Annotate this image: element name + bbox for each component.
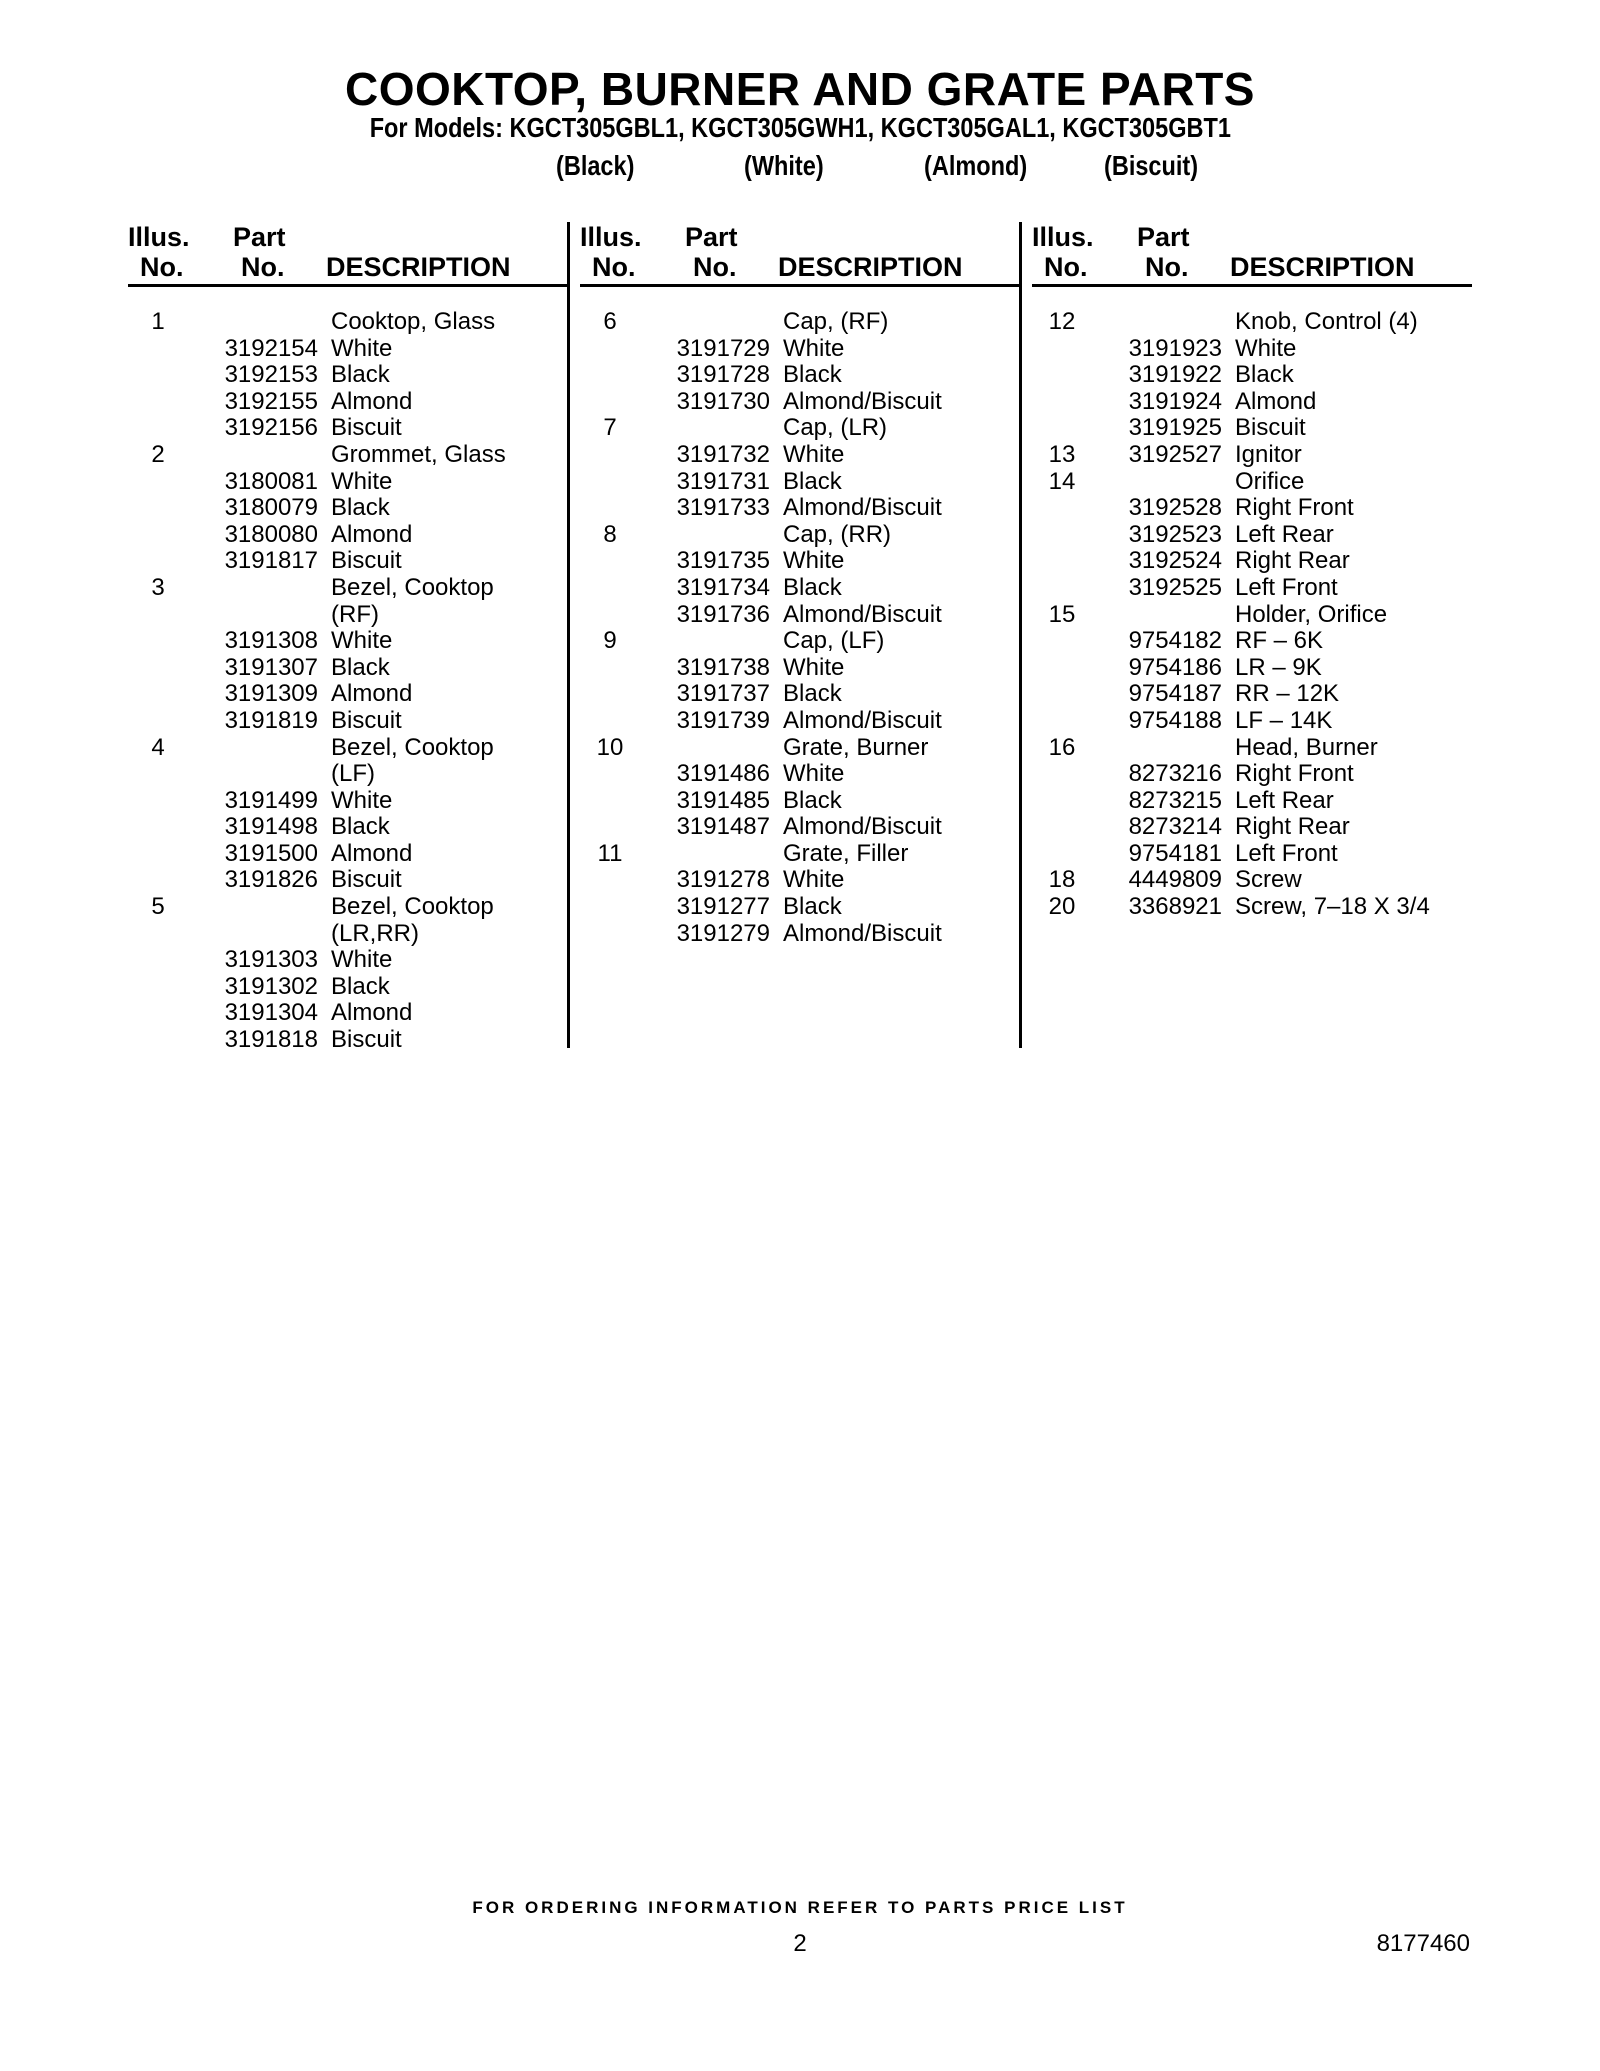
part-row <box>580 469 1020 496</box>
part-description: Black <box>783 361 842 389</box>
part-row <box>580 921 1020 948</box>
part-description: Black <box>331 494 390 522</box>
part-number: 3191735 <box>676 547 770 575</box>
part-description: Almond <box>331 387 413 415</box>
part-row <box>580 415 1020 442</box>
part-description: Black <box>783 467 842 495</box>
part-header-no: No. <box>693 252 737 282</box>
part-description: Right Front <box>1235 494 1354 522</box>
parts-column-1 <box>128 222 568 1054</box>
part-description: White <box>783 547 845 575</box>
part-number: 8273214 <box>1128 813 1222 841</box>
description-header: DESCRIPTION <box>778 252 963 282</box>
illus-number: 13 <box>1048 440 1076 468</box>
part-row <box>128 761 568 788</box>
part-description: White <box>331 334 393 362</box>
part-row <box>128 974 568 1001</box>
part-number: 3191922 <box>1128 361 1222 389</box>
illus-header: Illus. <box>128 222 190 252</box>
part-number: 3191925 <box>1128 414 1222 442</box>
part-number: 3191303 <box>224 946 318 974</box>
model-color-biscuit: (Biscuit) <box>1104 150 1199 181</box>
part-description: Biscuit <box>1235 414 1306 442</box>
part-description: Screw <box>1235 866 1302 894</box>
part-description: Black <box>783 573 842 601</box>
part-description: White <box>783 653 845 681</box>
column-header <box>1032 222 1472 287</box>
models-subtitle: For Models: KGCT305GBL1, KGCT305GWH1, KGCT305GAL1, KGCT305GBT1 <box>369 112 1231 143</box>
part-description: Knob, Control (4) <box>1235 308 1418 335</box>
part-row <box>128 628 568 655</box>
part-number: 3192527 <box>1128 440 1222 468</box>
part-description: White <box>331 467 393 495</box>
part-description: Cap, (RF) <box>783 308 889 335</box>
part-row <box>580 336 1020 363</box>
part-number: 3192523 <box>1128 520 1222 548</box>
part-description: Left Rear <box>1235 786 1334 814</box>
part-description: (LR,RR) <box>331 919 419 947</box>
part-description: Cap, (RR) <box>783 520 892 548</box>
part-row <box>580 841 1020 868</box>
part-row <box>580 681 1020 708</box>
part-row <box>1032 788 1472 815</box>
part-number: 3191304 <box>224 999 318 1027</box>
document-number: 8177460 <box>1376 1930 1470 1957</box>
part-row <box>128 389 568 416</box>
part-description: White <box>783 440 845 468</box>
part-description: Orifice <box>1235 467 1305 495</box>
part-description: White <box>783 866 845 894</box>
part-number: 3191737 <box>676 680 770 708</box>
part-row <box>1032 894 1472 921</box>
part-row <box>128 867 568 894</box>
part-number: 3191498 <box>224 813 318 841</box>
part-row <box>580 894 1020 921</box>
part-row <box>128 841 568 868</box>
part-header: Part <box>233 222 286 252</box>
description-header: DESCRIPTION <box>326 252 511 282</box>
part-row <box>580 814 1020 841</box>
part-row <box>1032 708 1472 735</box>
part-description: Black <box>783 680 842 708</box>
part-number: 3191485 <box>676 786 770 814</box>
part-number: 3191923 <box>1128 334 1222 362</box>
part-row <box>580 522 1020 549</box>
part-description: Right Rear <box>1235 813 1350 841</box>
part-row <box>128 309 568 336</box>
part-row <box>128 362 568 389</box>
parts-list <box>128 309 568 1054</box>
illus-number: 9 <box>603 627 617 655</box>
part-description: White <box>331 786 393 814</box>
part-number: 3191736 <box>676 600 770 628</box>
part-row <box>1032 309 1472 336</box>
part-row <box>128 415 568 442</box>
part-description: Left Rear <box>1235 520 1334 548</box>
part-row <box>1032 469 1472 496</box>
illus-header-no: No. <box>592 252 636 282</box>
part-description: Black <box>1235 361 1294 389</box>
part-row <box>128 708 568 735</box>
part-header-no: No. <box>1145 252 1189 282</box>
part-description: Black <box>783 786 842 814</box>
part-row <box>128 788 568 815</box>
part-description: Bezel, Cooktop <box>331 733 494 761</box>
part-row <box>1032 814 1472 841</box>
illus-number: 16 <box>1048 733 1076 761</box>
illus-number: 20 <box>1048 893 1076 921</box>
part-description: Black <box>331 813 390 841</box>
part-number: 3191818 <box>224 1026 318 1054</box>
part-description: Left Front <box>1235 573 1338 601</box>
illus-number: 7 <box>603 414 617 442</box>
illus-number: 11 <box>597 839 623 867</box>
part-row <box>1032 575 1472 602</box>
part-number: 3192525 <box>1128 573 1222 601</box>
page-title: COOKTOP, BURNER AND GRATE PARTS <box>344 63 1255 115</box>
column-divider <box>567 222 570 1048</box>
part-description: Biscuit <box>331 547 402 575</box>
part-row <box>580 389 1020 416</box>
part-header: Part <box>1137 222 1190 252</box>
part-row <box>1032 415 1472 442</box>
description-header: DESCRIPTION <box>1230 252 1415 282</box>
part-description: Biscuit <box>331 706 402 734</box>
part-number: 9754188 <box>1128 706 1222 734</box>
part-row <box>580 788 1020 815</box>
part-number: 9754187 <box>1128 680 1222 708</box>
part-row <box>128 602 568 629</box>
part-row <box>128 575 568 602</box>
part-row <box>128 814 568 841</box>
model-color-almond: (Almond) <box>924 150 1028 181</box>
part-row <box>580 655 1020 682</box>
part-row <box>128 894 568 921</box>
part-row <box>1032 602 1472 629</box>
part-row <box>1032 655 1472 682</box>
part-description: Holder, Orifice <box>1235 600 1388 628</box>
part-number: 3191729 <box>676 334 770 362</box>
part-row <box>128 947 568 974</box>
part-row <box>128 655 568 682</box>
part-description: Almond <box>1235 387 1317 415</box>
part-row <box>128 921 568 948</box>
illus-number: 5 <box>151 893 165 921</box>
part-number: 8273216 <box>1128 760 1222 788</box>
part-number: 9754186 <box>1128 653 1222 681</box>
part-row <box>580 735 1020 762</box>
model-colors <box>0 150 1600 184</box>
part-number: 9754182 <box>1128 627 1222 655</box>
part-description: Almond/Biscuit <box>783 494 942 522</box>
part-row <box>1032 522 1472 549</box>
part-number: 3191308 <box>224 627 318 655</box>
column-header <box>580 222 1020 287</box>
illus-number: 4 <box>151 733 165 761</box>
part-description: Right Front <box>1235 760 1354 788</box>
part-description: Cap, (LR) <box>783 414 888 442</box>
part-description: Biscuit <box>331 414 402 442</box>
illus-header: Illus. <box>580 222 642 252</box>
part-description: Screw, 7–18 X 3/4 <box>1235 893 1430 921</box>
part-description: Cap, (LF) <box>783 627 885 655</box>
part-description: White <box>331 946 393 974</box>
part-number: 3191278 <box>676 866 770 894</box>
illus-number: 1 <box>151 308 165 335</box>
illus-number: 14 <box>1048 467 1076 495</box>
column-divider <box>1019 222 1022 1048</box>
part-description: Cooktop, Glass <box>331 308 496 335</box>
part-row <box>128 735 568 762</box>
part-description: Bezel, Cooktop <box>331 893 494 921</box>
illus-number: 12 <box>1048 308 1076 335</box>
part-row <box>580 548 1020 575</box>
part-description: Right Rear <box>1235 547 1350 575</box>
parts-column-2 <box>580 222 1020 947</box>
part-description: (LF) <box>331 760 375 788</box>
part-number: 3191728 <box>676 361 770 389</box>
parts-list <box>580 309 1020 947</box>
part-number: 3191826 <box>224 866 318 894</box>
part-number: 3191279 <box>676 919 770 947</box>
part-row <box>580 628 1020 655</box>
part-description: White <box>783 334 845 362</box>
part-row <box>128 548 568 575</box>
part-number: 9754181 <box>1128 839 1222 867</box>
illus-number: 10 <box>596 733 624 761</box>
part-description: Almond <box>331 520 413 548</box>
part-number: 3191734 <box>676 573 770 601</box>
part-number: 3191732 <box>676 440 770 468</box>
part-number: 3192155 <box>224 387 318 415</box>
part-description: Left Front <box>1235 839 1338 867</box>
part-row <box>1032 867 1472 894</box>
part-description: Almond/Biscuit <box>783 600 942 628</box>
part-description: RR – 12K <box>1235 680 1340 708</box>
part-number: 3191277 <box>676 893 770 921</box>
part-number: 3191817 <box>224 547 318 575</box>
part-number: 3191731 <box>676 467 770 495</box>
part-description: Black <box>331 361 390 389</box>
part-number: 3191487 <box>676 813 770 841</box>
part-description: Black <box>331 972 390 1000</box>
part-row <box>1032 681 1472 708</box>
part-number: 3191486 <box>676 760 770 788</box>
part-description: RF – 6K <box>1235 627 1324 655</box>
part-description: White <box>331 627 393 655</box>
part-number: 3180079 <box>224 494 318 522</box>
part-row <box>128 495 568 522</box>
part-header-no: No. <box>241 252 285 282</box>
part-description: Almond/Biscuit <box>783 813 942 841</box>
part-row <box>128 681 568 708</box>
part-row <box>1032 735 1472 762</box>
part-description: Black <box>331 653 390 681</box>
part-description: Biscuit <box>331 1026 402 1054</box>
part-number: 3368921 <box>1128 893 1222 921</box>
part-number: 3192156 <box>224 414 318 442</box>
part-number: 3192154 <box>224 334 318 362</box>
part-header: Part <box>685 222 738 252</box>
part-row <box>1032 761 1472 788</box>
illus-number: 2 <box>151 440 165 468</box>
part-number: 3191302 <box>224 972 318 1000</box>
illus-number: 15 <box>1048 600 1076 628</box>
part-number: 3191733 <box>676 494 770 522</box>
part-number: 3191309 <box>224 680 318 708</box>
part-row <box>128 469 568 496</box>
part-description: Bezel, Cooktop <box>331 573 494 601</box>
illus-number: 6 <box>603 308 617 335</box>
part-number: 3192153 <box>224 361 318 389</box>
part-row <box>1032 389 1472 416</box>
parts-list <box>1032 309 1472 921</box>
part-row <box>1032 362 1472 389</box>
part-description: Almond/Biscuit <box>783 387 942 415</box>
part-number: 3191738 <box>676 653 770 681</box>
parts-column-3 <box>1032 222 1472 921</box>
illus-number: 8 <box>603 520 617 548</box>
illus-header-no: No. <box>140 252 184 282</box>
part-description: Grommet, Glass <box>331 440 506 468</box>
part-description: Biscuit <box>331 866 402 894</box>
part-description: Almond/Biscuit <box>783 919 942 947</box>
part-description: Almond <box>331 680 413 708</box>
part-row <box>580 442 1020 469</box>
ordering-note: FOR ORDERING INFORMATION REFER TO PARTS PRICE LIST <box>472 1898 1128 1917</box>
part-row <box>1032 442 1472 469</box>
part-number: 3180080 <box>224 520 318 548</box>
part-row <box>580 708 1020 735</box>
part-row <box>580 867 1020 894</box>
part-row <box>580 761 1020 788</box>
part-description: LF – 14K <box>1235 706 1333 734</box>
page-number: 2 <box>793 1930 807 1957</box>
part-row <box>1032 336 1472 363</box>
part-row <box>580 495 1020 522</box>
part-description: White <box>783 760 845 788</box>
part-row <box>580 362 1020 389</box>
part-number: 4449809 <box>1128 866 1222 894</box>
part-description: Almond <box>331 839 413 867</box>
model-color-black: (Black) <box>556 150 635 181</box>
part-number: 3180081 <box>224 467 318 495</box>
part-number: 3191924 <box>1128 387 1222 415</box>
part-row <box>1032 548 1472 575</box>
part-number: 3191819 <box>224 706 318 734</box>
part-row <box>580 309 1020 336</box>
part-number: 3191500 <box>224 839 318 867</box>
part-row <box>1032 495 1472 522</box>
part-row <box>1032 841 1472 868</box>
part-description: LR – 9K <box>1235 653 1322 681</box>
part-number: 3192524 <box>1128 547 1222 575</box>
part-number: 8273215 <box>1128 786 1222 814</box>
part-description: Almond <box>331 999 413 1027</box>
part-number: 3191499 <box>224 786 318 814</box>
part-description: Almond/Biscuit <box>783 706 942 734</box>
illus-number: 3 <box>151 573 165 601</box>
part-row <box>580 602 1020 629</box>
part-description: (RF) <box>331 600 379 628</box>
part-number: 3191730 <box>676 387 770 415</box>
part-description: Grate, Filler <box>783 839 909 867</box>
part-number: 3192528 <box>1128 494 1222 522</box>
part-row <box>128 442 568 469</box>
model-color-white: (White) <box>744 150 824 181</box>
part-description: Black <box>783 893 842 921</box>
illus-number: 18 <box>1048 866 1076 894</box>
illus-header: Illus. <box>1032 222 1094 252</box>
part-row <box>1032 628 1472 655</box>
illus-header-no: No. <box>1044 252 1088 282</box>
part-row <box>128 336 568 363</box>
part-row <box>128 522 568 549</box>
part-row <box>128 1027 568 1054</box>
part-row <box>580 575 1020 602</box>
part-description: Grate, Burner <box>783 733 929 761</box>
part-number: 3191739 <box>676 706 770 734</box>
part-number: 3191307 <box>224 653 318 681</box>
part-row <box>128 1000 568 1027</box>
part-description: Ignitor <box>1235 440 1302 468</box>
part-description: Head, Burner <box>1235 733 1378 761</box>
part-description: White <box>1235 334 1297 362</box>
column-header <box>128 222 568 287</box>
